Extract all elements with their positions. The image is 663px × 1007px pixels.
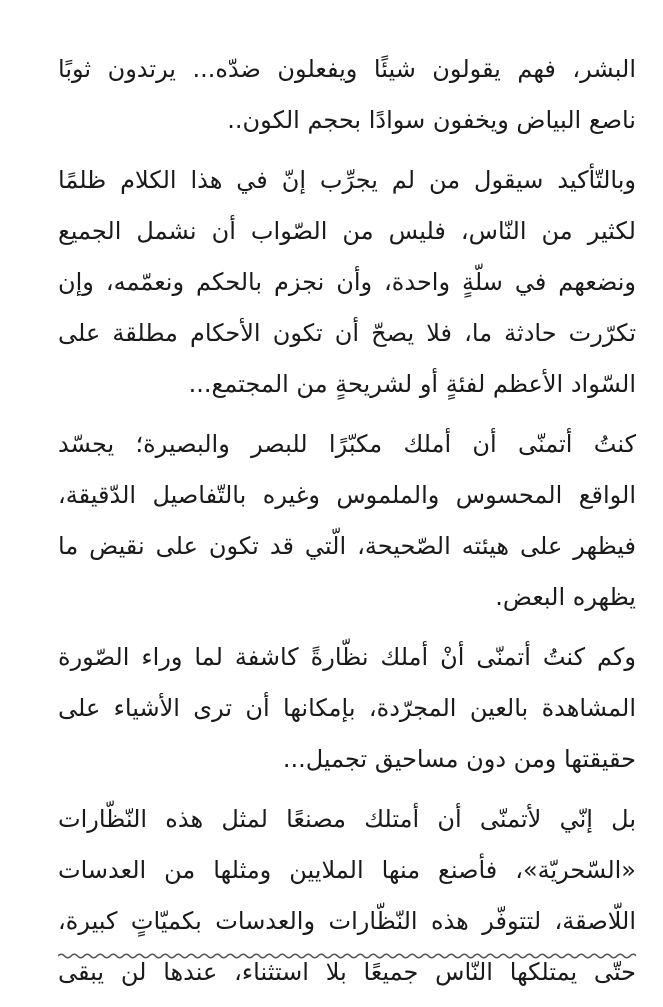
text-line: فيظهر على هيئته الصّحيحة، الّتي قد تكون على نقيض ما: [58, 532, 636, 560]
text-line: الواقع المحسوس والملموس وغيره بالتّفاصيل الدّقيقة،: [58, 481, 636, 509]
text-line: وكم كنتُ أتمنّى أنْ أملك نظّارةً كاشفة لما وراء الصّورة: [58, 643, 636, 671]
text-line: حتّى يمتلكها النّاس جميعًا بلا استثناء، عندها لن يبقى: [58, 958, 636, 986]
text-line: وبالتّأكيد سيقول من لم يجرِّب إنّ في هذا الكلام ظلمًا: [58, 166, 636, 194]
text-line: المشاهدة بالعين المجرّدة، بإمكانها أن ترى الأشياء على: [58, 694, 636, 722]
paragraph-5: [58, 794, 636, 998]
text-line: كنتُ أتمنّى أن أملك مكبّرًا للبصر والبصيرة؛ يجسّد: [58, 430, 636, 458]
wavy-divider-line: [58, 954, 636, 958]
paragraph-1: [58, 44, 636, 146]
text-page: [58, 44, 636, 1007]
paragraph-3: [58, 419, 636, 623]
text-line: ونضعهم في سلّةٍ واحدة، وأن نجزم بالحكم ونعمّمه، وإن: [58, 268, 636, 296]
paragraph-2: [58, 155, 636, 410]
text-line: يظهره البعض.: [495, 583, 636, 611]
text-line: تكرّرت حادثة ما، فلا يصحّ أن تكون الأحكام مطلقة على: [58, 319, 636, 347]
text-line: اللّاصقة، لتتوفّر هذه النّظّارات والعدسات بكميّاتٍ كبيرة،: [58, 907, 636, 935]
text-line: بل إنّي لأتمنّى أن أمتلك مصنعًا لمثل هذه النّظّارات: [58, 805, 636, 833]
text-line: البشر، فهم يقولون شيئًا ويفعلون ضدّه... يرتدون ثوبًا: [58, 55, 636, 83]
text-line: ناصع البياض ويخفون سوادًا بحجم الكون..: [227, 106, 636, 134]
paragraph-4: [58, 632, 636, 785]
text-line: «السّحريّة»، فأصنع منها الملايين ومثلها من العدسات: [58, 856, 636, 884]
text-line: حقيقتها ومن دون مساحيق تجميل...: [282, 745, 636, 773]
text-line: لكثير من النّاس، فليس من الصّواب أن نشمل الجميع: [58, 217, 636, 245]
wavy-divider: [58, 948, 636, 964]
text-line: السّواد الأعظم لفئةٍ أو لشريحةٍ من المجتمع...: [188, 370, 636, 398]
